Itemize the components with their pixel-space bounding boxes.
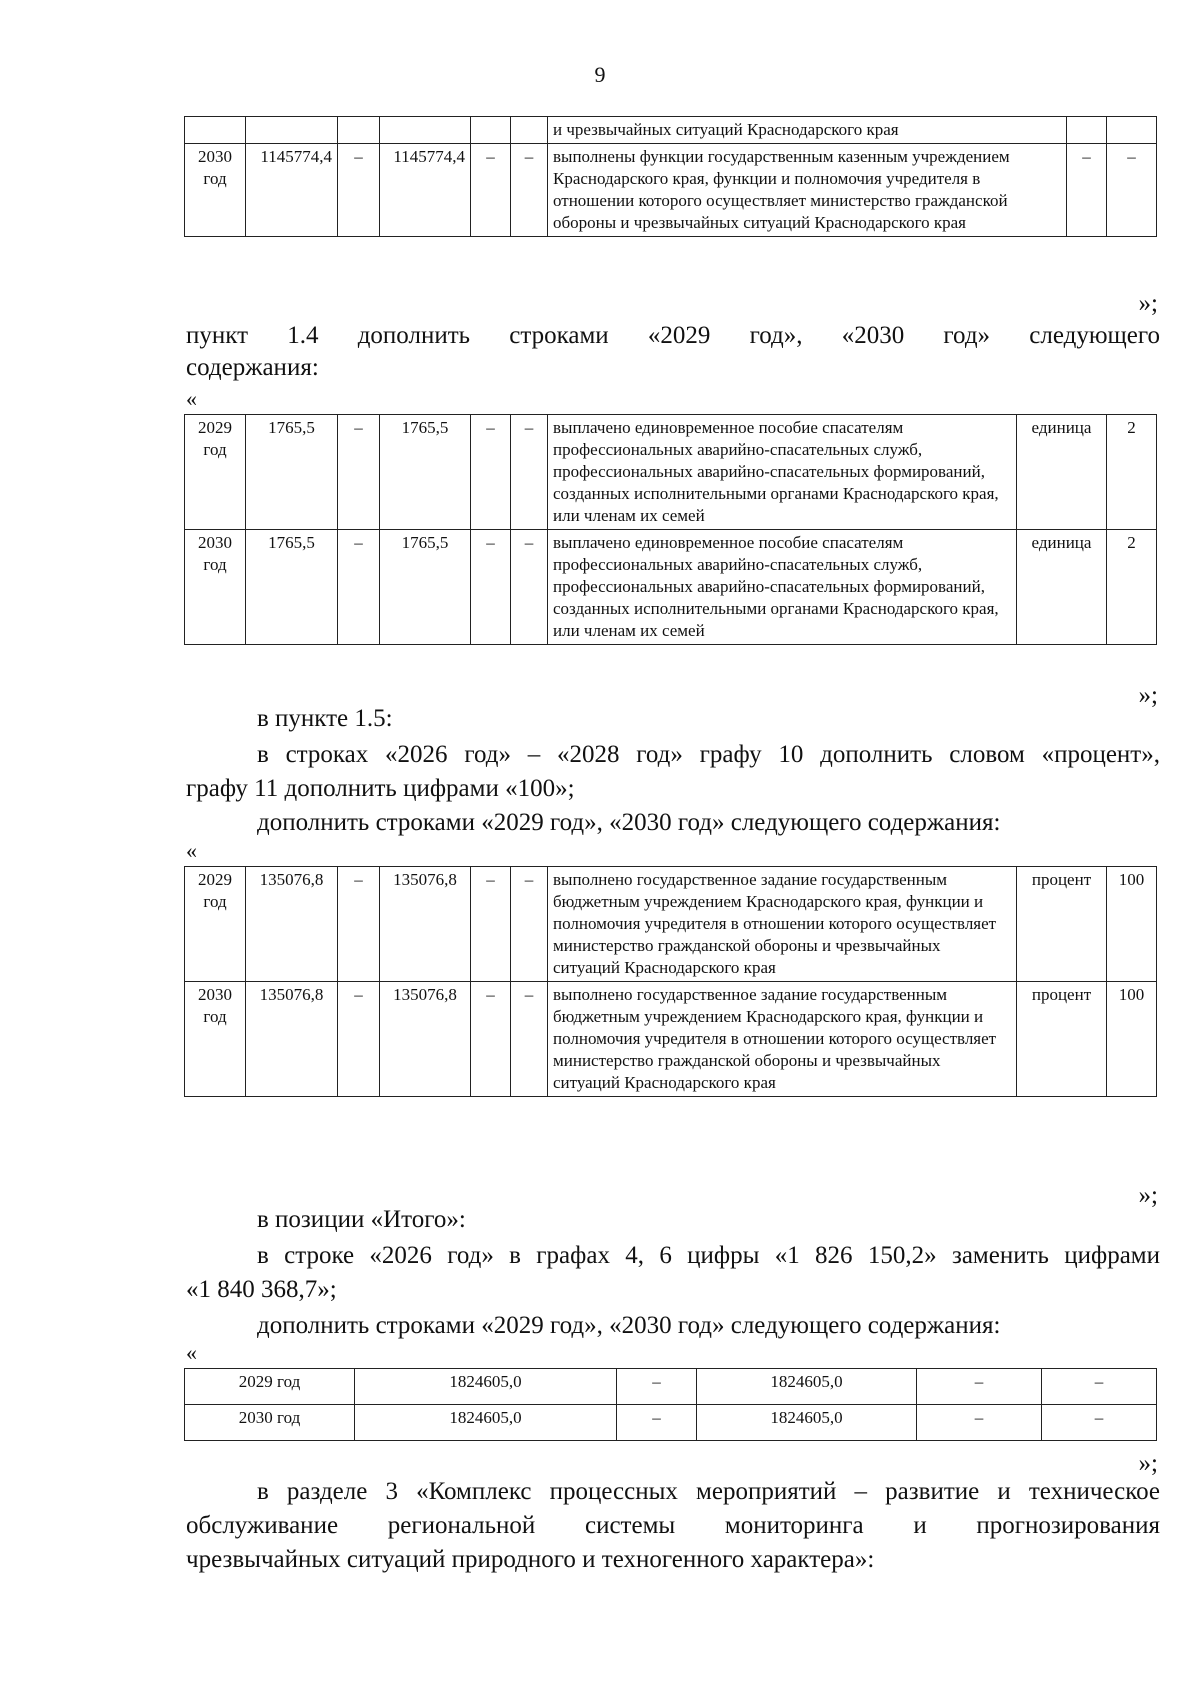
col3-cell: – [338,982,380,1097]
col3-cell: – [617,1405,697,1441]
close-quote: »; [1138,1450,1158,1477]
col6-cell: – [511,530,548,645]
value-cell: 100 [1107,867,1157,982]
value-cell: 2 [1107,530,1157,645]
year-cell: 2030 год [185,1405,355,1441]
col3-cell: – [338,144,380,237]
table-row [185,530,1157,645]
col6-cell: – [511,867,548,982]
total-cell: 1145774,4 [246,144,338,237]
total-cell: 1765,5 [246,415,338,530]
value-cell: 2 [1107,415,1157,530]
paragraph-item-1-4-cont: содержания: [186,354,319,381]
col3-cell: – [338,415,380,530]
col5-cell: – [471,144,511,237]
year-cell: 2029 год [185,1369,355,1405]
paragraph-itogo-b: дополнить строками «2029 год», «2030 год» следующего содержания: [257,1312,1001,1339]
table-itogo [184,1368,1157,1441]
open-quote: « [186,838,197,863]
unit-cell: процент [1017,867,1107,982]
col5-cell: – [917,1405,1042,1441]
col4-cell [380,117,471,144]
col6-cell: – [511,144,548,237]
col5-cell: – [471,415,511,530]
col5-cell: – [917,1369,1042,1405]
value-cell: 100 [1107,982,1157,1097]
col3-cell: – [338,867,380,982]
col4-cell: 1765,5 [380,530,471,645]
page-number: 9 [594,62,606,87]
table-row [185,982,1157,1097]
col3-cell [338,117,380,144]
table-item-1-5 [184,866,1157,1097]
unit-cell: единица [1017,530,1107,645]
col4-cell: 135076,8 [380,982,471,1097]
col3-cell: – [338,530,380,645]
col6-cell: – [1042,1369,1157,1405]
col5-cell: – [471,982,511,1097]
paragraph-itogo-a-cont: «1 840 368,7»; [186,1276,337,1303]
value-cell: – [1107,144,1157,237]
total-cell: 1824605,0 [355,1369,617,1405]
paragraph-itogo: в позиции «Итого»: [257,1206,466,1233]
unit-cell: единица [1017,415,1107,530]
col6-cell: – [511,982,548,1097]
col6-cell: – [511,415,548,530]
col5-cell [471,117,511,144]
table-row [185,1369,1157,1405]
close-quote: »; [1138,1182,1158,1209]
paragraph-section-3-line-2: обслуживание региональной системы мониторинга и прогнозирования [186,1512,1160,1539]
year-cell: 2029 год [185,867,246,982]
paragraph-item-1-5-a: в строках «2026 год» – «2028 год» графу 10 дополнить словом «процент», [257,741,1160,768]
open-quote: « [186,1340,197,1365]
table-row [185,1405,1157,1441]
result-text-cell: выполнено государственное задание государственным бюджетным учреждением Краснодарского края, функции и полномочия учредителя в отношении которого осуществляет министерство гражданской обороны и чрезвычайных ситуаций Краснодарского края [548,982,1017,1097]
close-quote: »; [1138,290,1158,317]
result-text-cell: выполнено государственное задание государственным бюджетным учреждением Краснодарского края, функции и полномочия учредителя в отношении которого осуществляет министерство гражданской обороны и чрезвычайных ситуаций Краснодарского края [548,867,1017,982]
result-text-cell: выплачено единовременное пособие спасателям профессиональных аварийно-спасательных служб, профессиональных аварийно-спасательных формирований, созданных исполнительными органами Краснодарского края, или членам их семей [548,415,1017,530]
col6-cell: – [1042,1405,1157,1441]
paragraph-item-1-5-b: дополнить строками «2029 год», «2030 год» следующего содержания: [257,809,1001,836]
col5-cell: – [471,867,511,982]
col4-cell: 1765,5 [380,415,471,530]
col6-cell [511,117,548,144]
col4-cell: 135076,8 [380,867,471,982]
total-cell: 135076,8 [246,982,338,1097]
table-continuation-1-3 [184,116,1157,237]
unit-cell [1067,117,1107,144]
result-text-cell: выплачено единовременное пособие спасателям профессиональных аварийно-спасательных служб, профессиональных аварийно-спасательных формирований, созданных исполнительными органами Краснодарского края, или членам их семей [548,530,1017,645]
total-cell [246,117,338,144]
year-cell: 2030 год [185,144,246,237]
result-text-cell: выполнены функции государственным казенным учреждением Краснодарского края, функции и полномочия учредителя в отношении которого осуществляет министерство гражданской обороны и чрезвычайных ситуаций Краснодарского края [548,144,1067,237]
table-item-1-4 [184,414,1157,645]
paragraph-item-1-5-a-cont: графу 11 дополнить цифрами «100»; [186,775,575,802]
col3-cell: – [617,1369,697,1405]
table-row [185,144,1157,237]
unit-cell: – [1067,144,1107,237]
col5-cell: – [471,530,511,645]
col4-cell: 1824605,0 [697,1405,917,1441]
table-row [185,415,1157,530]
close-quote: »; [1138,682,1158,709]
value-cell [1107,117,1157,144]
open-quote: « [186,386,197,411]
paragraph-item-1-4: пункт 1.4 дополнить строками «2029 год», «2030 год» следующего [186,322,1160,349]
total-cell: 1824605,0 [355,1405,617,1441]
year-cell: 2030 год [185,982,246,1097]
unit-cell: процент [1017,982,1107,1097]
paragraph-section-3-line-3: чрезвычайных ситуаций природного и техногенного характера»: [186,1546,875,1573]
table-row [185,117,1157,144]
col4-cell: 1145774,4 [380,144,471,237]
paragraph-section-3: в разделе 3 «Комплекс процессных мероприятий – развитие и техническое [257,1478,1160,1505]
year-cell: 2030 год [185,530,246,645]
total-cell: 135076,8 [246,867,338,982]
year-cell [185,117,246,144]
result-text-cell: и чрезвычайных ситуаций Краснодарского края [548,117,1067,144]
year-cell: 2029 год [185,415,246,530]
paragraph-item-1-5: в пункте 1.5: [257,705,393,732]
col4-cell: 1824605,0 [697,1369,917,1405]
paragraph-itogo-a: в строке «2026 год» в графах 4, 6 цифры «1 826 150,2» заменить цифрами [257,1242,1160,1269]
total-cell: 1765,5 [246,530,338,645]
table-row [185,867,1157,982]
